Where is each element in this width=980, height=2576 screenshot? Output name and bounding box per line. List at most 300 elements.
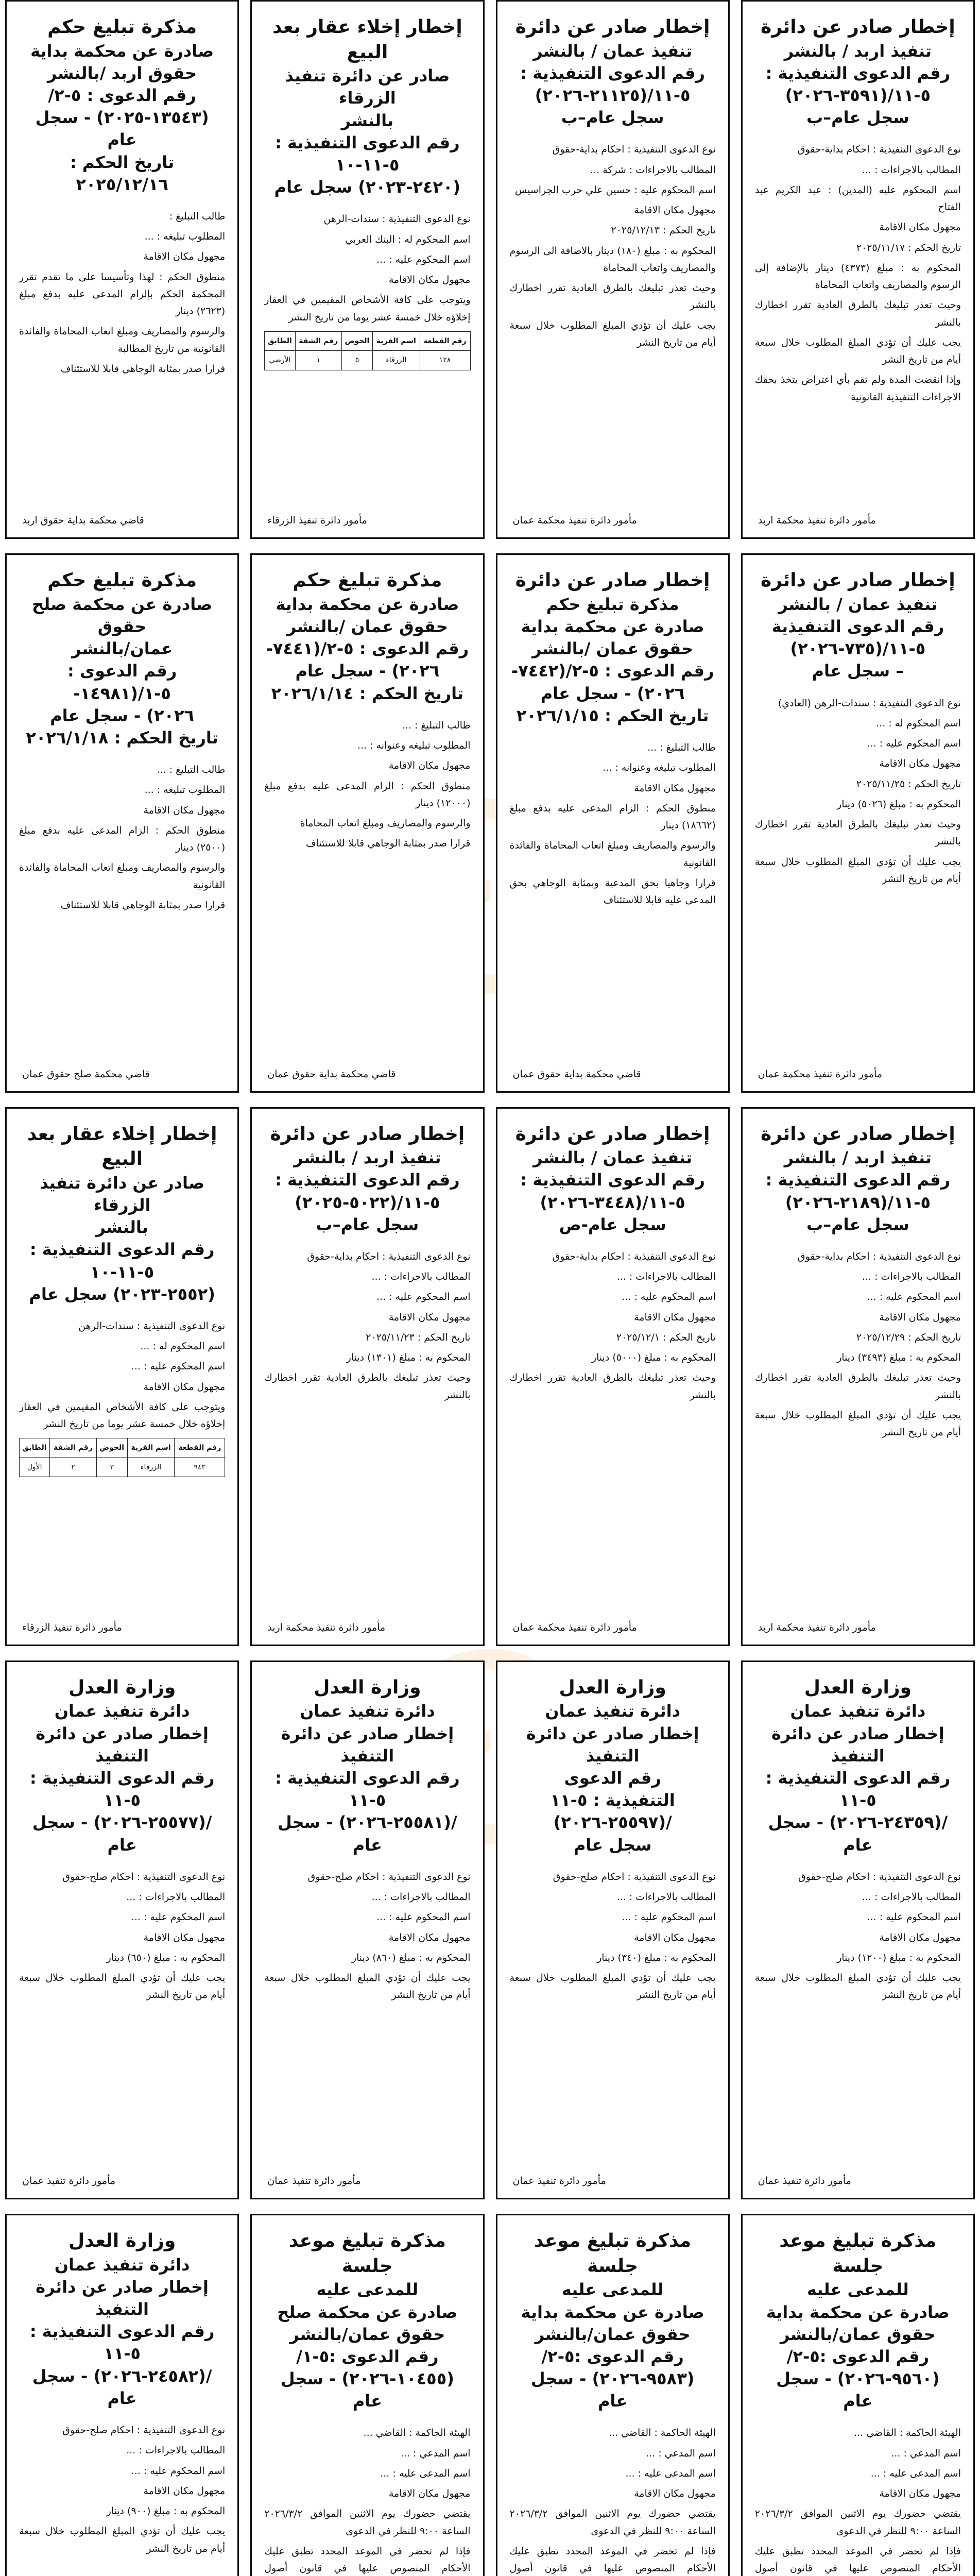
notice-header-line: عام bbox=[352, 1835, 383, 1855]
legal-notice bbox=[496, 1107, 730, 1646]
notice-line: وحيث تعذر تبليغك بالطرق العادية تقرر اخطارك بالنشر bbox=[754, 819, 961, 848]
notice-line: وحيث تعذر تبليغك بالطرق العادية تقرر اخطارك بالنشر bbox=[754, 299, 961, 328]
notice-header-line: للمدعى عليه bbox=[316, 2280, 419, 2300]
property-table-header: الحوض bbox=[96, 1438, 127, 1458]
notice-line: منطوق الحكم : لهذا وتأسيسا على ما تقدم تقرر المحكمة الحكم بإلزام المدعى عليه بدفع مبلغ (٢٦٢٣) دينار bbox=[19, 271, 226, 317]
notice-header-line: إخطار صادر عن دائرة التنفيذ bbox=[36, 2277, 209, 2319]
property-table-cell: ٣ bbox=[96, 1458, 127, 1477]
notice-header bbox=[510, 1122, 716, 1236]
property-table-header: رقم الشقة bbox=[295, 331, 341, 351]
notice-line: مجهول مكان الاقامة bbox=[879, 1311, 961, 1323]
notice-title: إخطار صادر عن دائرة bbox=[761, 1123, 955, 1145]
notice-body bbox=[755, 695, 961, 888]
notice-line: وحيث تعذر تبليغك بالطرق العادية تقرر اخطارك بالنشر bbox=[509, 282, 716, 311]
property-table-header: رقم القطعة bbox=[420, 331, 470, 351]
notice-line: نوع الدعوى التنفيذية : احكام صلح-حقوق bbox=[62, 1871, 226, 1883]
notice-line: مجهول مكان الاقامة bbox=[143, 2485, 226, 2497]
notice-header-line: رقم الدعوى التنفيذية : ٥-١١ bbox=[29, 2321, 215, 2364]
notice-line: قرارا وجاهيا بحق المدعية وبمثابة الوجاهي بحق المدعى عليه قابلا للاستئناف bbox=[509, 877, 716, 906]
notice-line: نوع الدعوى التنفيذية : احكام بداية-حقوق bbox=[797, 144, 961, 156]
notice-line: المحكوم به : مبلغ (٤٣٧٣) دينار بالإضافة إلى الرسوم والمصاريف واتعاب المحاماة bbox=[754, 262, 961, 291]
notice-line: المطالب بالاجراءات : ... bbox=[371, 1271, 471, 1283]
notice-header-line: تاريخ الحكم : ٢٠٢٦/١/١٨ bbox=[26, 728, 218, 748]
notice-header-line: حقوق عمان /بالنشر bbox=[532, 639, 694, 659]
notice-title: إخطار صادر عن دائرة bbox=[515, 570, 710, 591]
notice-header-line: سجل عام–ب bbox=[806, 1214, 909, 1234]
property-table-cell: ١٢٨ bbox=[420, 351, 470, 370]
notice-line: اسم المحكوم عليه : ... bbox=[131, 2465, 226, 2477]
notice-header-line: إخطار صادر عن دائرة التنفيذ bbox=[36, 1723, 209, 1766]
notice-header bbox=[755, 1122, 961, 1236]
property-table-cell: الزرقاء bbox=[127, 1458, 174, 1477]
notice-header-line: دائرة تنفيذ عمان bbox=[545, 1701, 681, 1721]
notice-line: نوع الدعوى التنفيذية : احكام صلح-حقوق bbox=[307, 1871, 471, 1883]
notice-line: اسم المحكوم له : البنك العربي bbox=[345, 233, 471, 245]
notice-signature: مأمور دائرة تنفيذ محكمة اربد bbox=[267, 1621, 386, 1633]
notice-header-line: رقم الدعوى : ٥-٢/ bbox=[48, 85, 196, 105]
notice-header bbox=[510, 568, 716, 727]
notice-header-line: /(٢٤٥٨٢-٢٠٢٦) - سجل bbox=[32, 2366, 212, 2386]
notice-header-line: حقوق عمان/بالنشر bbox=[289, 2324, 445, 2344]
notice-signature: قاضي محكمة صلح حقوق عمان bbox=[22, 1068, 150, 1080]
notice-header-line: للمدعى عليه bbox=[561, 2280, 664, 2300]
legal-notice bbox=[496, 2214, 730, 2576]
notice-line: نوع الدعوى التنفيذية : سندات-الرهن bbox=[323, 213, 471, 225]
legal-notice bbox=[741, 1660, 975, 2199]
notice-line: المحكوم به : مبلغ (٣٤٩٣) دينار bbox=[837, 1352, 961, 1364]
notice-body bbox=[19, 1318, 225, 1478]
notice-line: فإذا لم تحضر في الموعد المحدد تطبق عليك الأحكام المنصوص عليها في قانون أصول bbox=[264, 2545, 471, 2574]
notice-header-line: التنفيذية : ٥-١١ bbox=[550, 1790, 675, 1810]
notice-line: اسم المدعي : ... bbox=[891, 2447, 961, 2459]
notice-signature: مأمور دائرة تنفيذ عمان bbox=[512, 2175, 606, 2187]
notice-body bbox=[264, 717, 470, 853]
notice-line: اسم المدعي : ... bbox=[646, 2447, 716, 2459]
notice-line: تاريخ الحكم : ٢٠٢٥/١١/١٧ bbox=[856, 242, 961, 253]
notice-body bbox=[755, 141, 961, 406]
notice-header-line: تنفيذ عمان / بالنشر bbox=[533, 41, 693, 61]
notice-title: وزارة العدل bbox=[314, 1676, 421, 1698]
property-table bbox=[264, 331, 470, 370]
notice-line: يجب عليك أن تؤدي المبلغ المطلوب خلال سبعة أيام من تاريخ النشر bbox=[754, 856, 961, 885]
property-table-cell: ٥ bbox=[341, 351, 372, 370]
notice-line: يجب عليك أن تؤدي المبلغ المطلوب خلال سبعة أيام من تاريخ النشر bbox=[754, 1972, 961, 2001]
notice-line: والرسوم والمصاريف ومبلغ اتعاب المحاماة والفائدة القانونية من تاريخ المطالبة bbox=[19, 326, 226, 354]
notice-line: اسم المحكوم عليه : ... bbox=[376, 253, 471, 265]
notice-header bbox=[755, 1675, 961, 1856]
notice-header bbox=[755, 568, 961, 682]
notice-line: المطالب بالاجراءات : ... bbox=[371, 1891, 471, 1903]
notice-header-line: سجل عام–ب bbox=[561, 108, 664, 128]
notice-line: اسم المدعى عليه : ... bbox=[380, 2467, 471, 2479]
notice-header-line: سجل عام–ب bbox=[316, 1214, 419, 1234]
notice-line: طالب التبليغ : ... bbox=[647, 742, 716, 753]
notice-line: اسم المدعى عليه : ... bbox=[625, 2467, 716, 2479]
notice-header-line: رقم الدعوى التنفيذية : bbox=[275, 1170, 460, 1190]
notice-title: مذكرة تبليغ حكم bbox=[47, 16, 197, 38]
legal-notice bbox=[250, 2214, 484, 2576]
notice-line: المطالب بالاجراءات : ... bbox=[862, 1891, 961, 1903]
notice-line: منطوق الحكم : الزام المدعى عليه بدفع مبلغ (٢٥٠٠) دينار bbox=[19, 824, 226, 854]
notice-body bbox=[510, 1869, 716, 2004]
notice-header-line: ٢٠٢٦) - سجل عام bbox=[50, 705, 195, 725]
notice-line: تاريخ الحكم : ٢٠٢٥/١١/٢٣ bbox=[366, 1331, 471, 1343]
notice-line: تاريخ الحكم : ٢٠٢٥/١٢/١ bbox=[616, 1331, 716, 1343]
notice-body bbox=[19, 208, 225, 378]
notice-line: مجهول مكان الاقامة bbox=[143, 804, 226, 816]
notice-header-line: عام bbox=[352, 2391, 383, 2411]
notice-line: مجهول مكان الاقامة bbox=[879, 1931, 961, 1943]
property-table-header: رقم الشقة bbox=[50, 1438, 96, 1458]
notice-header-line: حقوق عمان/بالنشر bbox=[780, 2324, 936, 2344]
notice-header-line: حقوق عمان/بالنشر bbox=[535, 2324, 691, 2344]
notice-title: مذكرة تبليغ موعد جلسة bbox=[534, 2230, 692, 2277]
notice-line: نوع الدعوى التنفيذية : احكام صلح-حقوق bbox=[62, 2425, 226, 2436]
notice-header-line: /(٢٥٥٨١-٢٠٢٦) - سجل bbox=[278, 1812, 457, 1833]
notice-header bbox=[510, 1675, 716, 1856]
notice-line: نوع الدعوى التنفيذية : احكام صلح-حقوق bbox=[553, 1871, 716, 1883]
notice-header-line: تاريخ الحكم : ٢٠٢٦/١/١٥ bbox=[516, 705, 709, 725]
notice-line: المحكوم به : مبلغ (٩٠٠) دينار bbox=[106, 2505, 226, 2517]
notice-header-line: رقم الدعوى التنفيذية : ٥-١١-١٠ bbox=[29, 1240, 215, 1282]
notice-line: يجب عليك أن تؤدي المبلغ المطلوب خلال سبعة أيام من تاريخ النشر bbox=[509, 1972, 716, 2001]
property-table-cell: ١ bbox=[295, 351, 341, 370]
notice-line: يقتضي حضورك يوم الاثنين الموافق ٢٠٢٦/٣/٢ الساعة ٩:٠٠ للنظر في الدعوى bbox=[509, 2508, 716, 2537]
notice-line: ويتوجب على كافة الأشخاص المقيمين في العقار إخلاؤه خلال خمسة عشر يوما من تاريخ النشر bbox=[264, 294, 471, 323]
notice-header-line: عام bbox=[107, 130, 137, 150]
notice-header bbox=[510, 15, 716, 129]
notice-signature: مأمور دائرة تنفيذ محكمة اربد bbox=[758, 515, 876, 527]
legal-notice bbox=[496, 0, 730, 539]
legal-notice bbox=[250, 0, 484, 539]
notice-header-line: إخطار صادر عن دائرة التنفيذ bbox=[771, 1723, 944, 1766]
notice-line: فإذا لم تحضر في الموعد المحدد تطبق عليك الأحكام المنصوص عليها في قانون أصول bbox=[754, 2545, 961, 2574]
notice-title: مذكرة تبليغ موعد جلسة bbox=[779, 2230, 937, 2277]
notice-header-line: ٢٠٢٦) - سجل عام bbox=[540, 683, 685, 703]
notice-header-line: إخطار صادر عن دائرة bbox=[526, 1723, 699, 1743]
notice-line: والرسوم والمصاريف ومبلغ اتعاب المحاماة bbox=[300, 818, 471, 829]
legal-notice bbox=[496, 1660, 730, 2199]
notice-line: مجهول مكان الاقامة bbox=[388, 2488, 471, 2500]
notice-line: مجهول مكان الاقامة bbox=[143, 251, 226, 263]
legal-notice bbox=[5, 553, 239, 1092]
watermark-text: مدار الساعة bbox=[407, 1726, 571, 1758]
notice-header-line: إخطار صادر عن دائرة التنفيذ bbox=[281, 1723, 454, 1766]
notice-line: نوع الدعوى التنفيذية : احكام بداية-حقوق bbox=[552, 144, 716, 156]
notice-line: اسم المدعي : ... bbox=[400, 2447, 471, 2459]
notice-body bbox=[755, 2425, 961, 2576]
notice-header-line: ٢٠٢٥/١٢/١٦ bbox=[76, 174, 168, 194]
notice-line: الهيئة الحاكمة : القاضي ... bbox=[854, 2427, 961, 2439]
notice-body bbox=[19, 761, 225, 914]
notice-line: طالب التبليغ : ... bbox=[157, 764, 226, 776]
notice-line: الهيئة الحاكمة : القاضي ... bbox=[363, 2427, 471, 2439]
notice-header bbox=[510, 2229, 716, 2412]
notice-line: طالب التبليغ : bbox=[169, 210, 226, 222]
notice-header bbox=[264, 1122, 470, 1236]
notice-line: مجهول مكان الاقامة bbox=[634, 205, 716, 216]
notice-header bbox=[19, 1122, 225, 1306]
notice-title: إخطار صادر عن دائرة bbox=[761, 16, 955, 38]
notice-header-line: ٥-١١/(٢١١٢٥-٢٠٢٦) bbox=[535, 85, 691, 105]
notice-line: اسم المدعى عليه : ... bbox=[870, 2467, 961, 2479]
notice-line: اسم المحكوم عليه (المدين) : عبد الكريم عبد الفتاح bbox=[754, 184, 961, 213]
notice-line: طالب التبليغ : ... bbox=[402, 719, 471, 731]
notice-line: المطالب بالاجراءات : ... bbox=[616, 1271, 716, 1283]
notice-header-line: رقم الدعوى :٥-١/ bbox=[296, 2346, 439, 2366]
notice-signature: قاضي محكمة بداية حقوق اربد bbox=[22, 515, 144, 527]
notice-header bbox=[19, 2229, 225, 2410]
notice-body bbox=[19, 2422, 225, 2557]
notice-header-line: رقم الدعوى التنفيذية : ٥-١١ bbox=[275, 1768, 460, 1810]
notice-line: مجهول مكان الاقامة bbox=[634, 1931, 716, 1943]
notice-title: إخطار صادر عن دائرة bbox=[515, 16, 710, 38]
notice-header-line: للمدعى عليه bbox=[806, 2280, 909, 2300]
property-table bbox=[19, 1438, 225, 1477]
notice-header-line: دائرة تنفيذ عمان bbox=[790, 1701, 926, 1721]
notice-header-line: (١٠٤٥٥-٢٠٢٦) - سجل bbox=[280, 2369, 454, 2389]
notice-signature: مأمور دائرة تنفيذ محكمة عمان bbox=[512, 1621, 637, 1633]
notice-header bbox=[264, 15, 470, 198]
notice-line: المطالب بالاجراءات : ... bbox=[126, 2445, 226, 2456]
notice-line: المحكوم به : مبلغ (٣٤٠) دينار bbox=[597, 1952, 716, 1963]
notice-signature: مأمور دائرة تنفيذ محكمة اربد bbox=[758, 1621, 876, 1633]
notice-line: المطالب بالاجراءات : ... bbox=[126, 1891, 226, 1903]
notice-header-line: رقم الدعوى bbox=[564, 1768, 661, 1788]
notice-line: وحيث تعذر تبليغك بالطرق العادية تقرر اخطارك بالنشر bbox=[509, 1372, 716, 1401]
notice-header-line: تنفيذ اربد / بالنشر bbox=[294, 1148, 441, 1168]
notices-grid bbox=[5, 0, 975, 2576]
notice-header-line: مذكرة تبليغ حكم bbox=[546, 594, 679, 614]
notice-header-line: رقم الدعوى : ٥-٢/(٧٤٤٢- bbox=[511, 661, 714, 681]
notice-line: تاريخ الحكم : ٢٠٢٥/١٢/٢٩ bbox=[856, 1331, 961, 1343]
notice-line: اسم المحكوم له : ... bbox=[140, 1341, 226, 1352]
notice-header-line: ٥-١١/(٥٠٢٢-٢٠٢٥) bbox=[295, 1192, 440, 1212]
legal-notice bbox=[250, 1107, 484, 1646]
notice-header-line: رقم الدعوى التنفيذية : ٥-١١ bbox=[29, 1768, 215, 1810]
notice-title: وزارة العدل bbox=[68, 2230, 176, 2252]
notice-line: مجهول مكان الاقامة bbox=[388, 274, 471, 286]
property-table-header: اسم القرية bbox=[373, 331, 420, 351]
notice-header bbox=[264, 2229, 470, 2412]
notice-header-line: رقم الدعوى :٥-٢/ bbox=[541, 2346, 684, 2366]
notice-signature: قاضي محكمة بداية حقوق عمان bbox=[267, 1068, 396, 1080]
notice-line: المطالب بالاجراءات : شركة ... bbox=[590, 164, 716, 176]
notice-line: نوع الدعوى التنفيذية : سندات-الرهن bbox=[78, 1320, 226, 1332]
notice-line: اسم المحكوم له : ... bbox=[876, 717, 961, 729]
notice-header-line: تنفيذ اربد / بالنشر bbox=[784, 41, 932, 61]
notice-line: نوع الدعوى التنفيذية : احكام بداية-حقوق bbox=[797, 1250, 961, 1262]
legal-notice bbox=[496, 553, 730, 1092]
notice-header-line: سجل عام bbox=[573, 1835, 652, 1855]
notice-header-line: صادرة عن محكمة صلح حقوق bbox=[32, 594, 213, 637]
notice-line: مجهول مكان الاقامة bbox=[388, 760, 471, 772]
property-table-cell: الزرقاء bbox=[373, 351, 420, 370]
notice-line: ويتوجب على كافة الأشخاص المقيمين في العقار إخلاؤه خلال خمسة عشر يوما من تاريخ النشر bbox=[19, 1401, 226, 1430]
notice-line: المطالب بالاجراءات : ... bbox=[862, 164, 961, 176]
notice-body bbox=[264, 211, 470, 370]
notice-line: يجب عليك أن تؤدي المبلغ المطلوب خلال سبعة أيام من تاريخ النشر bbox=[264, 1972, 471, 2001]
notice-header bbox=[264, 568, 470, 705]
legal-notice bbox=[741, 1107, 975, 1646]
legal-notice bbox=[5, 2214, 239, 2576]
notice-body bbox=[755, 1869, 961, 2004]
legal-notice bbox=[5, 0, 239, 539]
notice-header bbox=[264, 1675, 470, 1856]
notice-line: مجهول مكان الاقامة bbox=[143, 1381, 226, 1393]
notice-signature: مأمور دائرة تنفيذ عمان bbox=[267, 2175, 361, 2187]
notice-header-line: عام bbox=[107, 2388, 137, 2408]
notice-header-line: تاريخ الحكم : ٢٠٢٦/١/١٤ bbox=[271, 683, 464, 703]
notice-header-line: عام bbox=[107, 1835, 137, 1855]
notice-title: وزارة العدل bbox=[804, 1676, 912, 1698]
notice-line: وحيث تعذر تبليغك بالطرق العادية تقرر اخطارك بالنشر bbox=[754, 1372, 961, 1401]
notice-header-line: بالنشر bbox=[96, 1217, 148, 1238]
notice-header-line: دائرة تنفيذ عمان bbox=[54, 2255, 190, 2275]
notice-header-line: عام bbox=[597, 2391, 628, 2411]
legal-notice bbox=[741, 553, 975, 1092]
notice-line: اسم المحكوم عليه : حسين علي حرب الجراسيس bbox=[514, 184, 716, 196]
notice-line: مجهول مكان الاقامة bbox=[634, 1311, 716, 1323]
notice-body bbox=[510, 2425, 716, 2576]
notice-line: وحيث تعذر تبليغك بالطرق العادية تقرر اخطارك بالنشر bbox=[264, 1372, 471, 1401]
property-table-cell: الأول bbox=[20, 1458, 50, 1477]
notice-line: الهيئة الحاكمة : القاضي ... bbox=[608, 2427, 716, 2439]
notice-line: مجهول مكان الاقامة bbox=[388, 1931, 471, 1943]
property-table-cell: ٢ bbox=[50, 1458, 96, 1477]
notice-header-line: دائرة تنفيذ عمان bbox=[299, 1701, 435, 1721]
notice-line: يقتضي حضورك يوم الاثنين الموافق ٢٠٢٦/٣/٢ الساعة ٩:٠٠ للنظر في الدعوى bbox=[264, 2508, 471, 2537]
notice-line: نوع الدعوى التنفيذية : سندات-الرهن (العادي) bbox=[778, 697, 961, 709]
notice-line: المحكوم به : مبلغ (١٢٠٠) دينار bbox=[837, 1952, 961, 1963]
notice-line: اسم المحكوم عليه : ... bbox=[622, 1911, 716, 1923]
legal-notice bbox=[741, 0, 975, 539]
notice-line: المطلوب تبليغه وعنوانه : ... bbox=[603, 762, 716, 774]
notice-header-line: حقوق اربد /بالنشر bbox=[47, 63, 197, 83]
notice-signature: مأمور دائرة تنفيذ محكمة عمان bbox=[758, 1068, 883, 1080]
property-table-header: رقم القطعة bbox=[175, 1438, 225, 1458]
notice-line: اسم المحكوم عليه : ... bbox=[131, 1911, 226, 1923]
notice-header-line: صادر عن دائرة تنفيذ الزرقاء bbox=[40, 1173, 204, 1215]
notice-header bbox=[19, 1675, 225, 1856]
notice-body bbox=[264, 1248, 470, 1404]
notice-header-line: صادرة عن محكمة بداية bbox=[521, 2302, 704, 2322]
property-table-cell: ٩٤٣ bbox=[175, 1458, 225, 1477]
notice-line: مجهول مكان الاقامة bbox=[388, 1311, 471, 1323]
notice-line: اسم المحكوم عليه : ... bbox=[867, 1291, 961, 1303]
notice-header-line: رقم الدعوى : ٥-١/(١٤٩٨١- bbox=[67, 661, 177, 703]
notice-body bbox=[264, 2425, 470, 2576]
notice-line: نوع الدعوى التنفيذية : احكام بداية-حقوق bbox=[552, 1250, 716, 1262]
legal-notice bbox=[5, 1660, 239, 2199]
notice-title: إخطار صادر عن دائرة bbox=[270, 1123, 465, 1145]
notice-line: المطلوب تبليغه وعنوانه : ... bbox=[357, 740, 471, 752]
notice-line: مجهول مكان الاقامة bbox=[879, 222, 961, 233]
notice-line: المحكوم به : مبلغ (٨٦٠) دينار bbox=[351, 1952, 471, 1963]
notice-header-line: صادرة عن محكمة بداية bbox=[276, 594, 459, 614]
notice-header-line: صادرة عن محكمة صلح bbox=[277, 2302, 458, 2322]
notice-line: والرسوم والمصاريف ومبلغ اتعاب المحاماة والفائدة القانونية bbox=[19, 862, 226, 891]
notice-line: نوع الدعوى التنفيذية : احكام صلح-حقوق bbox=[798, 1871, 961, 1883]
notice-header-line: ٥-١١/(٣٥٩١-٢٠٢٦) bbox=[785, 85, 931, 105]
legal-notice bbox=[741, 2214, 975, 2576]
legal-notice bbox=[250, 553, 484, 1092]
notice-line: اسم المحكوم عليه : ... bbox=[131, 1361, 226, 1372]
notice-line: مجهول مكان الاقامة bbox=[143, 1931, 226, 1943]
notice-title: مذكرة تبليغ حكم bbox=[293, 570, 442, 591]
notice-line: قرارا صدر بمثابة الوجاهي قابلا للاستئناف bbox=[305, 838, 471, 850]
notice-header-line: (٢٥٥٢-٢٠٢٣) سجل عام bbox=[29, 1284, 215, 1304]
notice-line: منطوق الحكم : الزام المدعى عليه بدفع مبلغ (١٨٦٦٢) دينار bbox=[509, 802, 716, 831]
notice-title: وزارة العدل bbox=[68, 1676, 176, 1698]
notice-header bbox=[755, 15, 961, 129]
notice-body bbox=[510, 739, 716, 909]
notice-header-line: رقم الدعوى التنفيذية : bbox=[765, 63, 951, 83]
notice-line: اسم المحكوم عليه : ... bbox=[867, 1911, 961, 1923]
notice-header-line: رقم الدعوى التنفيذية : bbox=[520, 1170, 705, 1190]
notice-header-line: بالنشر bbox=[341, 110, 394, 130]
notice-body bbox=[510, 141, 716, 351]
notice-line: يجب عليك أن تؤدي المبلغ المطلوب خلال سبعة أيام من تاريخ النشر bbox=[754, 336, 961, 366]
property-table-header: الطابق bbox=[265, 331, 295, 351]
notice-header-line: صادرة عن محكمة بداية bbox=[30, 41, 214, 61]
notice-header-line: صادرة عن محكمة بداية bbox=[521, 617, 704, 637]
notice-header-line: عام bbox=[843, 1835, 873, 1855]
notice-header-line: (٩٥٦٠-٢٠٢٦) - سجل bbox=[776, 2369, 940, 2389]
notice-header-line: /(٢٤٣٥٩-٢٠٢٦) - سجل bbox=[768, 1812, 948, 1833]
notice-line: يجب عليك أن تؤدي المبلغ المطلوب خلال سبعة أيام من تاريخ النشر bbox=[509, 319, 716, 348]
notice-line: اسم المحكوم عليه : ... bbox=[622, 1291, 716, 1303]
notice-line: وإذا انقضت المدة ولم تقم بأي اعتراض يتخذ بحقك الاجراءات التنفيذية القانونية bbox=[754, 374, 961, 403]
notice-header-line: حقوق عمان /بالنشر bbox=[286, 617, 448, 637]
notice-title: إخطار إخلاء عقار بعد البيع bbox=[272, 16, 462, 63]
notice-title: إخطار صادر عن دائرة bbox=[761, 570, 955, 591]
notice-header-line: (٩٥٨٣-٢٠٢٦) - سجل bbox=[530, 2369, 695, 2389]
notice-signature: مأمور دائرة تنفيذ الزرقاء bbox=[22, 1621, 122, 1633]
notice-header bbox=[755, 2229, 961, 2412]
notice-line: المحكوم به : مبلغ (٦٥٠) دينار bbox=[106, 1952, 226, 1963]
notice-line: منطوق الحكم : الزام المدعى عليه بدفع مبلغ (١٢٠٠٠) دينار bbox=[264, 780, 471, 809]
notice-header-line: (٢٤٢٠-٢٠٢٣) سجل عام bbox=[274, 177, 461, 197]
notice-signature: مأمور دائرة تنفيذ عمان bbox=[22, 2175, 116, 2187]
notice-line: قرارا صدر بمثابة الوجاهي قابلا للاستئناف bbox=[60, 363, 226, 375]
notice-line: المحكوم به : مبلغ (١٨٠) دينار بالاضافة الى الرسوم والمصاريف واتعاب المحاماة bbox=[509, 245, 716, 274]
notice-header-line: ٥-١١/(٣٤٤٨-٢٠٢٦) bbox=[540, 1192, 685, 1212]
notice-body bbox=[264, 1869, 470, 2004]
notice-header-line: رقم الدعوى : ٥-٢/(٧٤٤١- bbox=[266, 639, 469, 659]
notice-line: المحكوم به : مبلغ (١٣٠١) دينار bbox=[346, 1352, 471, 1364]
notice-title: مذكرة تبليغ موعد جلسة bbox=[288, 2230, 446, 2277]
notice-line: فإذا لم تحضر في الموعد المحدد تطبق عليك الأحكام المنصوص عليها في قانون أصول bbox=[509, 2545, 716, 2574]
notice-header-line: /(٢٥٥٩٧-٢٠٢٦) bbox=[553, 1812, 672, 1833]
notice-line: يجب عليك أن تؤدي المبلغ المطلوب خلال سبعة أيام من تاريخ النشر bbox=[754, 1409, 961, 1438]
notice-header-line: سجل عام–ب bbox=[806, 108, 909, 128]
notice-header-line: عام bbox=[843, 2391, 873, 2411]
notice-header-line: (١٣٥٤٣-٢٠٢٥) - سجل bbox=[35, 108, 209, 128]
notice-line: المطلوب تبليغه : ... bbox=[144, 231, 226, 243]
notice-header-line: دائرة تنفيذ عمان bbox=[54, 1701, 190, 1721]
notice-title: إخطار صادر عن دائرة bbox=[515, 1123, 710, 1145]
notice-header-line: تاريخ الحكم : bbox=[70, 152, 175, 172]
notice-signature: مأمور دائرة تنفيذ الزرقاء bbox=[267, 515, 367, 527]
property-table-header: الحوض bbox=[341, 331, 372, 351]
notice-line: يقتضي حضورك يوم الاثنين الموافق ٢٠٢٦/٣/٢ الساعة ٩:٠٠ للنظر في الدعوى bbox=[754, 2508, 961, 2537]
notice-header-line: – سجل عام bbox=[812, 661, 904, 681]
notice-header-line: التنفيذ bbox=[586, 1745, 640, 1766]
notice-title: وزارة العدل bbox=[559, 1676, 666, 1698]
notice-line: المطلوب تبليغه : ... bbox=[144, 784, 226, 796]
notice-header bbox=[19, 15, 225, 196]
